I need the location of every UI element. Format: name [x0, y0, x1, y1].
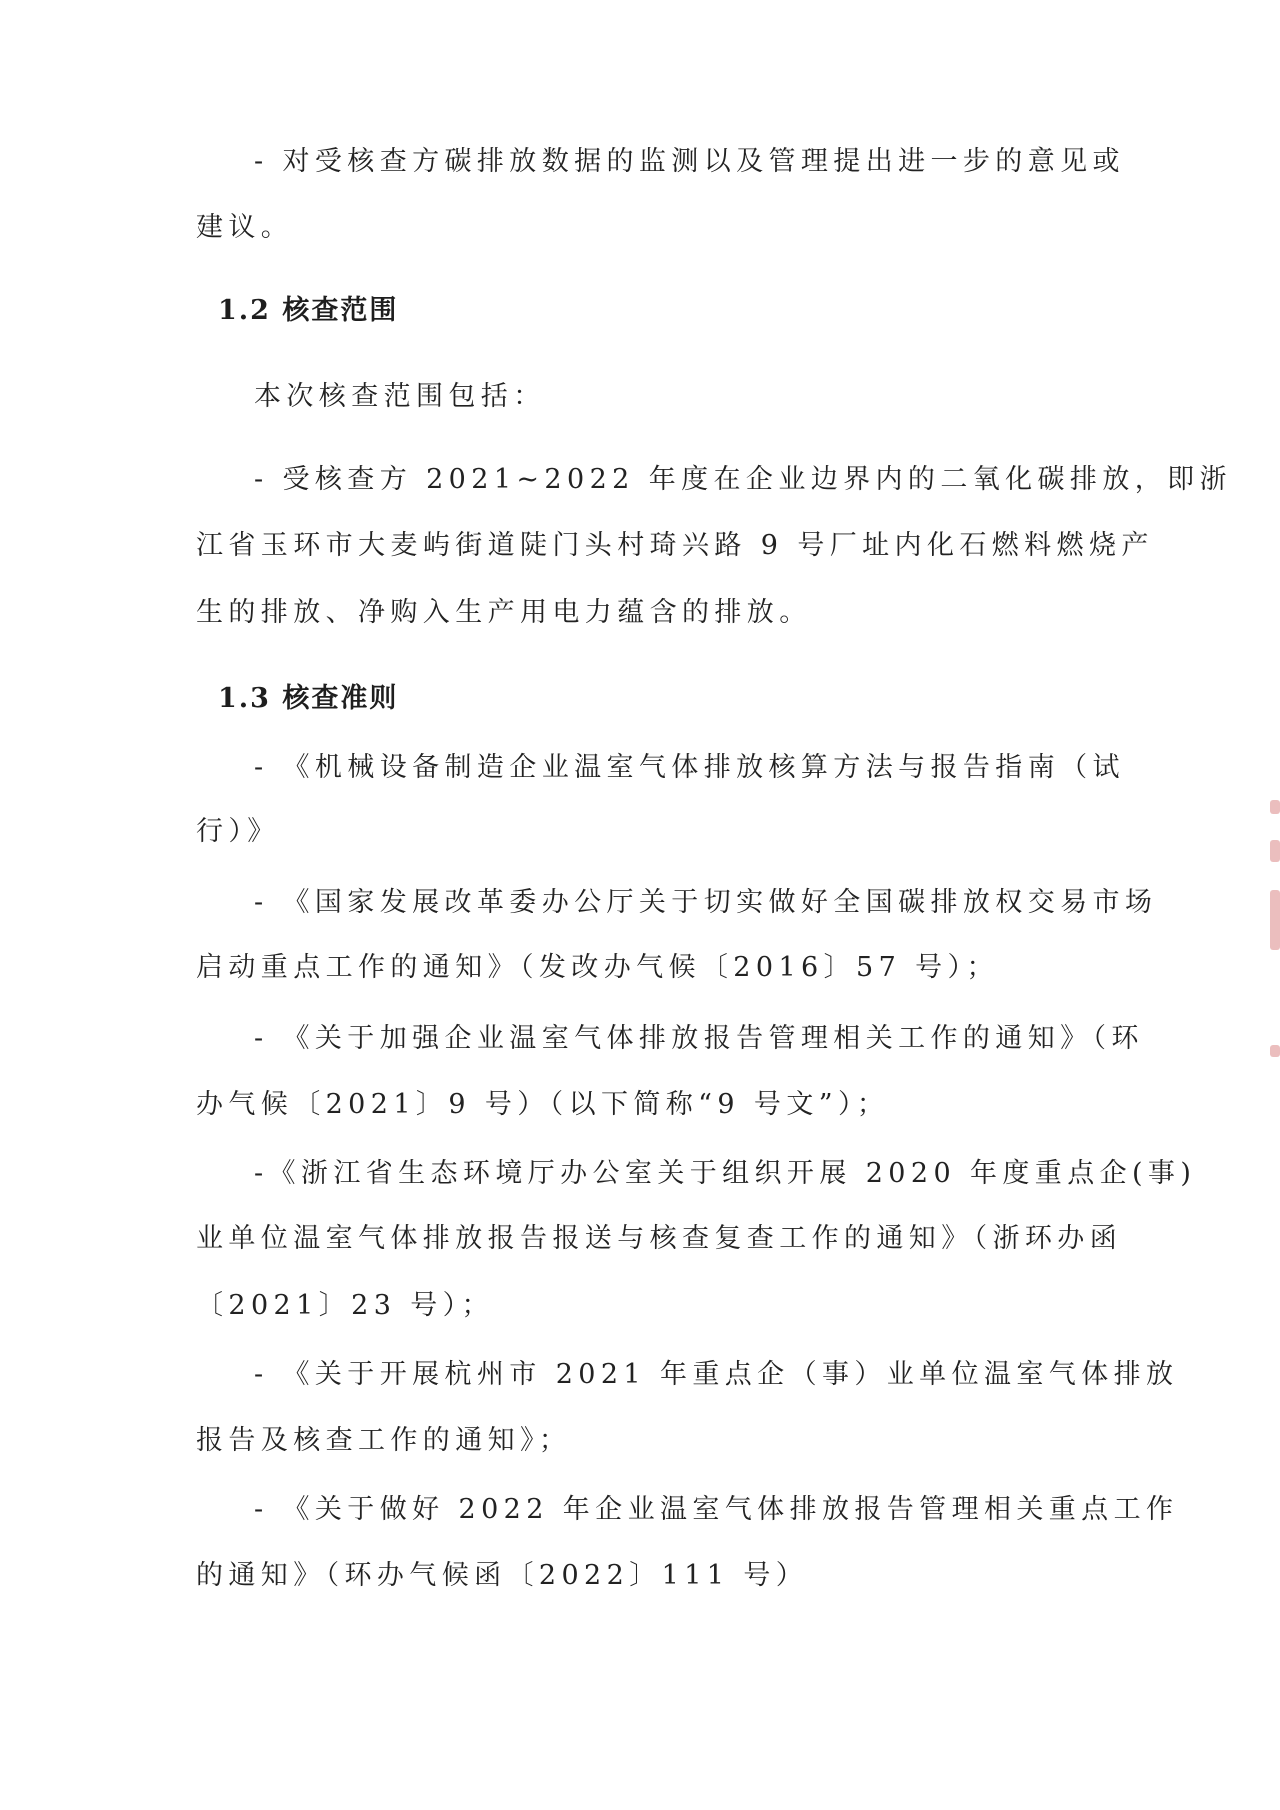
- criteria-item-2-line-2: 启动重点工作的通知》（发改办气候〔2016〕57 号）；: [196, 952, 999, 983]
- criteria-item-4-line-3: 〔2021〕23 号）；: [196, 1290, 494, 1321]
- seal-edge-mark: [1270, 890, 1280, 950]
- criteria-item-3-line-1: - 《关于加强企业温室气体排放报告管理相关工作的通知》（环: [254, 1023, 1144, 1054]
- criteria-item-6-line-1: - 《关于做好 2022 年企业温室气体排放报告管理相关重点工作: [254, 1494, 1179, 1525]
- seal-edge-mark: [1270, 800, 1280, 814]
- paragraph-scope-intro: 本次核查范围包括：: [254, 381, 546, 412]
- criteria-item-1-line-2: 行）》: [196, 816, 280, 847]
- criteria-item-4-line-1: -《浙江省生态环境厅办公室关于组织开展 2020 年度重点企(事): [254, 1158, 1197, 1189]
- criteria-item-1-line-1: - 《机械设备制造企业温室气体排放核算方法与报告指南（试: [254, 752, 1125, 783]
- paragraph-1-line-2: 建议。: [196, 212, 294, 243]
- section-heading-1-3: 1.3 核查准则: [218, 683, 399, 714]
- paragraph-1-line-1: - 对受核查方碳排放数据的监测以及管理提出进一步的意见或: [254, 146, 1125, 177]
- criteria-item-3-line-2: 办气候〔2021〕9 号）（以下简称“9 号文”）；: [196, 1089, 890, 1120]
- section-heading-1-2: 1.2 核查范围: [218, 295, 399, 326]
- paragraph-scope-line-2: 江省玉环市大麦屿街道陡门头村琦兴路 9 号厂址内化石燃料燃烧产: [196, 530, 1154, 561]
- criteria-item-6-line-2: 的通知》（环办气候函〔2022〕111 号）: [196, 1560, 809, 1591]
- paragraph-scope-line-1: - 受核查方 2021~2022 年度在企业边界内的二氧化碳排放，即浙: [254, 464, 1232, 495]
- criteria-item-4-line-2: 业单位温室气体排放报告报送与核查复查工作的通知》（浙环办函: [196, 1223, 1123, 1254]
- criteria-item-5-line-1: - 《关于开展杭州市 2021 年重点企（事）业单位温室气体排放: [254, 1359, 1179, 1390]
- paragraph-scope-line-3: 生的排放、净购入生产用电力蕴含的排放。: [196, 597, 812, 628]
- criteria-item-2-line-1: - 《国家发展改革委办公厅关于切实做好全国碳排放权交易市场: [254, 887, 1158, 918]
- seal-edge-mark: [1270, 1045, 1280, 1057]
- seal-edge-mark: [1270, 840, 1280, 862]
- criteria-item-5-line-2: 报告及核查工作的通知》；: [196, 1425, 572, 1456]
